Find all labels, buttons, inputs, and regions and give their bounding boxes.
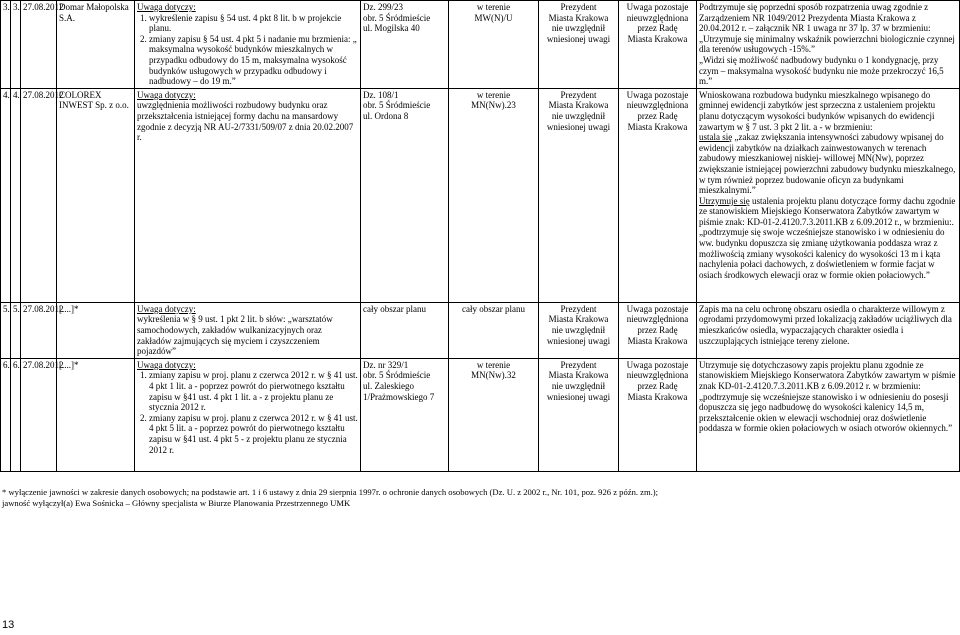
row-zone: w terenie MN(Nw).32 (449, 358, 539, 471)
row-council: Uwaga pozostaje nieuwzględniona przez Radę Miasta Krakowa (619, 1, 697, 89)
row-remarks: Zapis ma na celu ochronę obszaru osiedla o charakterze willowym z ogrodami przydomowymi przed lokalizacją zakładów uciążliwych dla mieszkańców osiedla, wypaczających charakter osiedla i uszczuplających istniejące tereny zielone. (697, 302, 960, 358)
row-date: 27.08.2012 (21, 358, 57, 471)
subject-item: 2. zmiany zapisu w proj. planu z czerwca 2012 r. w § 41 ust. 4 pkt 5 lit. a - poprzez powrót do pierwotnego kształtu zapisu w §41 ust. 4 pkt 5 - z projektu planu ze stycznia 2012 r. (149, 413, 358, 455)
row-lp: 5. (1, 302, 11, 358)
row-lp: 3. (1, 1, 11, 89)
row-date: 27.08.2012 (21, 302, 57, 358)
row-nr: 5. (11, 302, 21, 358)
row-location: Dz. nr 329/1 obr. 5 Śródmieście ul. Zaleskiego 1/Prażmowskiego 7 (361, 358, 449, 471)
row-location: cały obszar planu (361, 302, 449, 358)
row-remarks: Podtrzymuje się poprzedni sposób rozpatrzenia uwag zgodnie z Zarządzeniem NR 1049/2012 Prezydenta Miasta Krakowa z 20.04.2012 r. – załącznik NR 1 uwaga nr 37 lp. 37 w brzmieniu: „Utrzymuje się minimalny wskaźnik powierzchni biologicznie czynnej dla terenów usługowych -15%.” „Widzi się możliwość nadbudowy budynku o 1 kondygnację, przy czym – maksymalna wysokość budynku nie może przekroczyć 16,5 m.” (697, 1, 960, 89)
row-remarks: Wnioskowana rozbudowa budynku mieszkalnego wpisanego do gminnej ewidencji zabytków jest sprzeczna z ustaleniem projektu planu dotyczącym wysokości budynków wpisanych do ewidencji zawartym w § 7 ust. 3 pkt 2 lit. a - w brzmieniu: ustala się „zakaz zwiększania intensywności zabudowy wpisanej do ewidencji zabytków na działkach zainwestowanych w terenach zabudowy mieszkaniowej niskiej- willowej MN(Nw), poprzez zwiększanie istniejącej powierzchni zabudowy budynku mieszkalnego, w tym również poprzez budowanie oficyn za budynkami mieszkalnymi.” Utrzymuje się ustalenia projektu planu dotyczące formy dachu zgodnie ze stanowiskiem Miejskiego Konserwatora Zabytków zawartym w piśmie znak: KD-01-2.4120.7.3.2011.KB z 6.09.2012 r., w brzmieniu:. „podtrzymuje się swoje wcześniejsze stanowisko i w odniesieniu do ww. budynku dopuszcza się zmianę użytkowania poddasza wraz z możliwością zmiany wysokości kalenicy do wysokości 13 m i kąta nachylenia połaci dachowych, z doświetleniem w formie facjat w osiach środkowych elewacji oraz w formie okien połaciowych.” (697, 88, 960, 302)
row-decision: Prezydent Miasta Krakowa nie uwzględnił wniesionej uwagi (539, 1, 619, 89)
row-subject (135, 358, 361, 471)
row-subject (135, 1, 361, 89)
subject-list (137, 13, 358, 87)
page-number: 13 (2, 619, 15, 631)
row-date: 27.08.2012 (21, 88, 57, 302)
row-nr: 6. (11, 358, 21, 471)
row-date: 27.08.2012 (21, 1, 57, 89)
subject-item: 2. zmiany zapisu § 54 ust. 4 pkt 5 i nadanie mu brzmienia: „ maksymalna wysokość budynków mieszkalnych w przypadku odbudowy do 15 m, maksymalna wysokość budynków usługowych w przypadku odbudowy i nadbudowy – do 19 m.” (149, 34, 358, 87)
row-council: Uwaga pozostaje nieuwzględniona przez Radę Miasta Krakowa (619, 358, 697, 471)
footnote-line: jawność wyłączył(a) Ewa Sośnicka – Główny specjalista w Biurze Planowania Przestrzennego UMK (2, 497, 351, 508)
subject-item: 1. wykreślenie zapisu § 54 ust. 4 pkt 8 lit. b w projekcie planu. (149, 13, 358, 34)
subject-text: uwzględnienia możliwości rozbudowy budynku oraz przekształcenia istniejącej formy dachu na mansardowy zgodnie z decyzją NR AU-2/7331/509/07 z dnia 20.02.2007 r. (137, 100, 354, 143)
row-lp: 6. (1, 358, 11, 471)
subject-intro: Uwaga dotyczy: (137, 89, 196, 100)
row-nr: 4. (11, 88, 21, 302)
row-applicant: [....]* (57, 302, 135, 358)
subject-text: wykreślenia w § 9 ust. 1 pkt 2 lit. b słów: „warsztatów samochodowych, zakładów wulkanizacyjnych oraz zakładów zajmujących się myciem i czyszczeniem pojazdów” (137, 314, 333, 357)
row-subject (135, 88, 361, 302)
row-council: Uwaga pozostaje nieuwzględniona przez Radę Miasta Krakowa (619, 302, 697, 358)
footnote-line: * wyłączenie jawności w zakresie danych osobowych; na podstawie art. 1 i 6 ustawy z dnia 29 sierpnia 1997r. o ochronie danych osobowych (Dz. U. z 2002 r., Nr. 101, poz. 926 z późn. zm.); (2, 487, 659, 497)
subject-intro: Uwaga dotyczy: (137, 2, 196, 12)
row-decision: Prezydent Miasta Krakowa nie uwzględnił wniesionej uwagi (539, 88, 619, 302)
table-row (1, 302, 960, 358)
row-zone: w terenie MW(N)/U (449, 1, 539, 89)
row-subject (135, 302, 361, 358)
table-row (1, 358, 960, 471)
row-location: Dz. 299/23 obr. 5 Śródmieście ul. Mogilska 40 (361, 1, 449, 89)
row-nr: 3. (11, 1, 21, 89)
subject-intro: Uwaga dotyczy: (137, 303, 196, 314)
row-zone: w terenie MN(Nw).23 (449, 88, 539, 302)
row-applicant: Domar Małopolska S.A. (57, 1, 135, 89)
row-decision: Prezydent Miasta Krakowa nie uwzględnił wniesionej uwagi (539, 302, 619, 358)
table-row (1, 1, 960, 89)
row-remarks: Utrzymuje się dotychczasowy zapis projektu planu zgodnie ze stanowiskiem Miejskiego Konserwatora Zabytków zawartym w piśmie znak KD-01-2.4120.7.3.2011.KB z 6.09.2012 r. w brzmieniu: „podtrzymuje się wcześniejsze stanowisko i w odniesieniu do posesji dopuszcza się jego nadbudowę do wysokości kalenicy 14,5 m, przekształcenie okien w elewacji wschodniej oraz doświetlenie poddasza w formie okien połaciowych w osiach otworów okiennych.” (697, 358, 960, 471)
footnote (2, 487, 957, 509)
subject-list (137, 370, 358, 455)
table-row (1, 88, 960, 302)
row-decision: Prezydent Miasta Krakowa nie uwzględnił wniesionej uwagi (539, 358, 619, 471)
subject-item: 1. zmiany zapisu w proj. planu z czerwca 2012 r. w § 41 ust. 4 pkt 1 lit. a - poprzez powrót do pierwotnego kształtu zapisu w §41 ust. 4 pkt 1 lit. a - z projektu planu ze stycznia 2012 r. (149, 370, 358, 412)
row-applicant: COLOREX INWEST Sp. z o.o. (57, 88, 135, 302)
row-applicant: [....]* (57, 358, 135, 471)
subject-intro: Uwaga dotyczy: (137, 359, 196, 370)
row-lp: 4. (1, 88, 11, 302)
row-council: Uwaga pozostaje nieuwzględniona przez Radę Miasta Krakowa (619, 88, 697, 302)
row-location: Dz. 108/1 obr. 5 Śródmieście ul. Ordona 8 (361, 88, 449, 302)
row-zone: cały obszar planu (449, 302, 539, 358)
